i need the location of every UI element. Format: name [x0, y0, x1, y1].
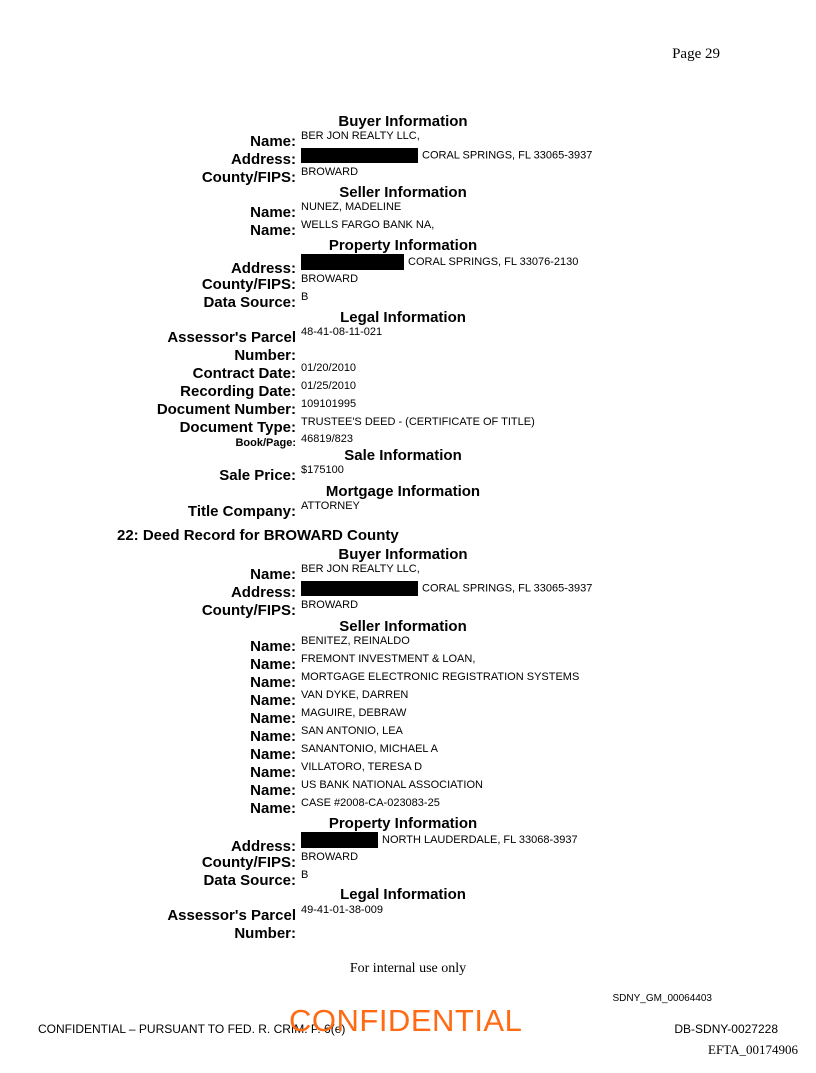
- address-label: Address:: [230, 151, 296, 168]
- doc-number-label: Document Number:: [156, 401, 296, 418]
- page-number: Page 29: [672, 46, 720, 62]
- recording-date-row: [0, 380, 816, 398]
- buyer-address-row: [0, 148, 816, 166]
- doc-number: 109101995: [301, 398, 357, 410]
- name-label: Name:: [250, 133, 296, 150]
- seller-name: SAN ANTONIO, LEA: [301, 725, 403, 737]
- buyer-address: CORAL SPRINGS, FL 33065-3937: [422, 149, 593, 162]
- address-label: Address:: [230, 260, 296, 277]
- buyer-county: BROWARD: [301, 599, 359, 611]
- name-label: Name:: [250, 764, 296, 781]
- redaction-box: [301, 254, 404, 270]
- buyer-name-row: [0, 563, 816, 581]
- property-county: BROWARD: [301, 851, 359, 863]
- property-address-row: [0, 254, 816, 277]
- sale-price-label: Sale Price:: [219, 467, 296, 484]
- property-address: CORAL SPRINGS, FL 33076-2130: [408, 255, 579, 268]
- sale-price-row: [0, 464, 816, 482]
- data-source: B: [301, 291, 309, 303]
- parcel-row-2: [0, 344, 816, 362]
- name-label: Name:: [250, 800, 296, 817]
- seller-name-row: [0, 635, 816, 653]
- buyer-county: BROWARD: [301, 166, 359, 178]
- name-label: Name:: [250, 656, 296, 673]
- seller-name: VAN DYKE, DARREN: [301, 689, 409, 701]
- redaction-box: [301, 832, 378, 848]
- book-page-label: Book/Page:: [235, 437, 296, 449]
- address-label: Address:: [230, 838, 296, 855]
- parcel-row: [0, 904, 816, 922]
- parcel-row: [0, 326, 816, 344]
- data-source: B: [301, 869, 309, 881]
- parcel-label-2: Number:: [234, 925, 296, 942]
- seller-name: WELLS FARGO BANK NA,: [301, 219, 435, 231]
- buyer-name: BER JON REALTY LLC,: [301, 563, 420, 575]
- title-company-label: Title Company:: [187, 503, 296, 520]
- name-label: Name:: [250, 674, 296, 691]
- seller-name-row: [0, 797, 816, 815]
- doc-type: TRUSTEE'S DEED - (CERTIFICATE OF TITLE): [301, 416, 535, 428]
- buyer-heading: Buyer Information: [338, 546, 468, 563]
- seller-name: MORTGAGE ELECTRONIC REGISTRATION SYSTEMS: [301, 671, 580, 683]
- name-label: Name:: [250, 566, 296, 583]
- name-label: Name:: [250, 710, 296, 727]
- seller-name: US BANK NATIONAL ASSOCIATION: [301, 779, 483, 791]
- buyer-address-row: [0, 581, 816, 599]
- doc-type-label: Document Type:: [179, 419, 296, 436]
- buyer-name: BER JON REALTY LLC,: [301, 130, 420, 142]
- contract-date-row: [0, 362, 816, 380]
- parcel-label-2: Number:: [234, 347, 296, 364]
- county-label: County/FIPS:: [201, 602, 296, 619]
- buyer-address: CORAL SPRINGS, FL 33065-3937: [422, 582, 593, 595]
- title-company-row: [0, 500, 816, 518]
- mortgage-heading: Mortgage Information: [325, 483, 481, 500]
- seller-name-row: [0, 219, 816, 237]
- seller-name: BENITEZ, REINALDO: [301, 635, 410, 647]
- seller-heading: Seller Information: [339, 618, 467, 635]
- buyer-county-row: [0, 599, 816, 617]
- buyer-county-row: [0, 166, 816, 184]
- property-county-row: [0, 273, 816, 291]
- sale-heading: Sale Information: [344, 447, 462, 464]
- seller-name: MAGUIRE, DEBRAW: [301, 707, 407, 719]
- buyer-heading: Buyer Information: [338, 113, 468, 130]
- data-source-row: [0, 291, 816, 309]
- property-county: BROWARD: [301, 273, 359, 285]
- parcel-row-2: [0, 922, 816, 940]
- redaction-box: [301, 148, 418, 163]
- name-label: Name:: [250, 692, 296, 709]
- name-label: Name:: [250, 746, 296, 763]
- seller-name-row: [0, 743, 816, 761]
- title-company: ATTORNEY: [301, 500, 360, 512]
- property-county-row: [0, 851, 816, 869]
- buyer-name-row: [0, 130, 816, 148]
- data-source-label: Data Source:: [203, 294, 296, 311]
- county-label: County/FIPS:: [201, 276, 296, 293]
- parcel-number: 49-41-01-38-009: [301, 904, 383, 916]
- doc-type-row: [0, 416, 816, 434]
- name-label: Name:: [250, 728, 296, 745]
- internal-use-note: For internal use only: [349, 961, 467, 976]
- address-label: Address:: [230, 584, 296, 601]
- book-page: 46819/823: [301, 433, 353, 445]
- bates-number-bottom: DB-SDNY-0027228: [674, 1022, 778, 1036]
- property-address-row: [0, 832, 816, 855]
- name-label: Name:: [250, 222, 296, 239]
- name-label: Name:: [250, 782, 296, 799]
- legal-heading: Legal Information: [340, 886, 466, 903]
- seller-name-row: [0, 725, 816, 743]
- name-label: Name:: [250, 638, 296, 655]
- data-source-label: Data Source:: [203, 872, 296, 889]
- parcel-label: Assessor's Parcel: [167, 907, 296, 924]
- property-heading: Property Information: [328, 237, 478, 254]
- seller-name-row: [0, 653, 816, 671]
- seller-name: FREMONT INVESTMENT & LOAN,: [301, 653, 476, 665]
- seller-heading: Seller Information: [339, 184, 467, 201]
- contract-date: 01/20/2010: [301, 362, 357, 374]
- efta-number: EFTA_00174906: [708, 1042, 798, 1057]
- seller-name-row: [0, 779, 816, 797]
- name-label: Name:: [250, 204, 296, 221]
- legal-heading: Legal Information: [340, 309, 466, 326]
- recording-date: 01/25/2010: [301, 380, 357, 392]
- seller-name: CASE #2008-CA-023083-25: [301, 797, 440, 809]
- bates-number-top: SDNY_GM_00064403: [612, 993, 712, 1004]
- recording-date-label: Recording Date:: [180, 383, 296, 400]
- property-address: NORTH LAUDERDALE, FL 33068-3937: [382, 833, 578, 846]
- redaction-box: [301, 581, 418, 596]
- data-source-row: [0, 869, 816, 887]
- parcel-label: Assessor's Parcel: [167, 329, 296, 346]
- county-label: County/FIPS:: [201, 854, 296, 871]
- confidential-notice: CONFIDENTIAL – PURSUANT TO FED. R. CRIM. P. 6(e): [38, 1022, 346, 1036]
- seller-name: SANANTONIO, MICHAEL A: [301, 743, 438, 755]
- seller-name: VILLATORO, TERESA D: [301, 761, 423, 773]
- confidential-stamp: CONFIDENTIAL: [289, 1003, 523, 1038]
- seller-name-row: [0, 707, 816, 725]
- seller-name-row: [0, 671, 816, 689]
- county-label: County/FIPS:: [201, 169, 296, 186]
- doc-number-row: [0, 398, 816, 416]
- sale-price: $175100: [301, 464, 344, 476]
- seller-name-row: [0, 201, 816, 219]
- parcel-number: 48-41-08-11-021: [301, 326, 383, 338]
- contract-date-label: Contract Date:: [192, 365, 296, 382]
- seller-name-row: [0, 689, 816, 707]
- deed-record-title: 22: Deed Record for BROWARD County: [117, 527, 399, 544]
- seller-name: NUNEZ, MADELINE: [301, 201, 402, 213]
- property-heading: Property Information: [328, 815, 478, 832]
- seller-name-row: [0, 761, 816, 779]
